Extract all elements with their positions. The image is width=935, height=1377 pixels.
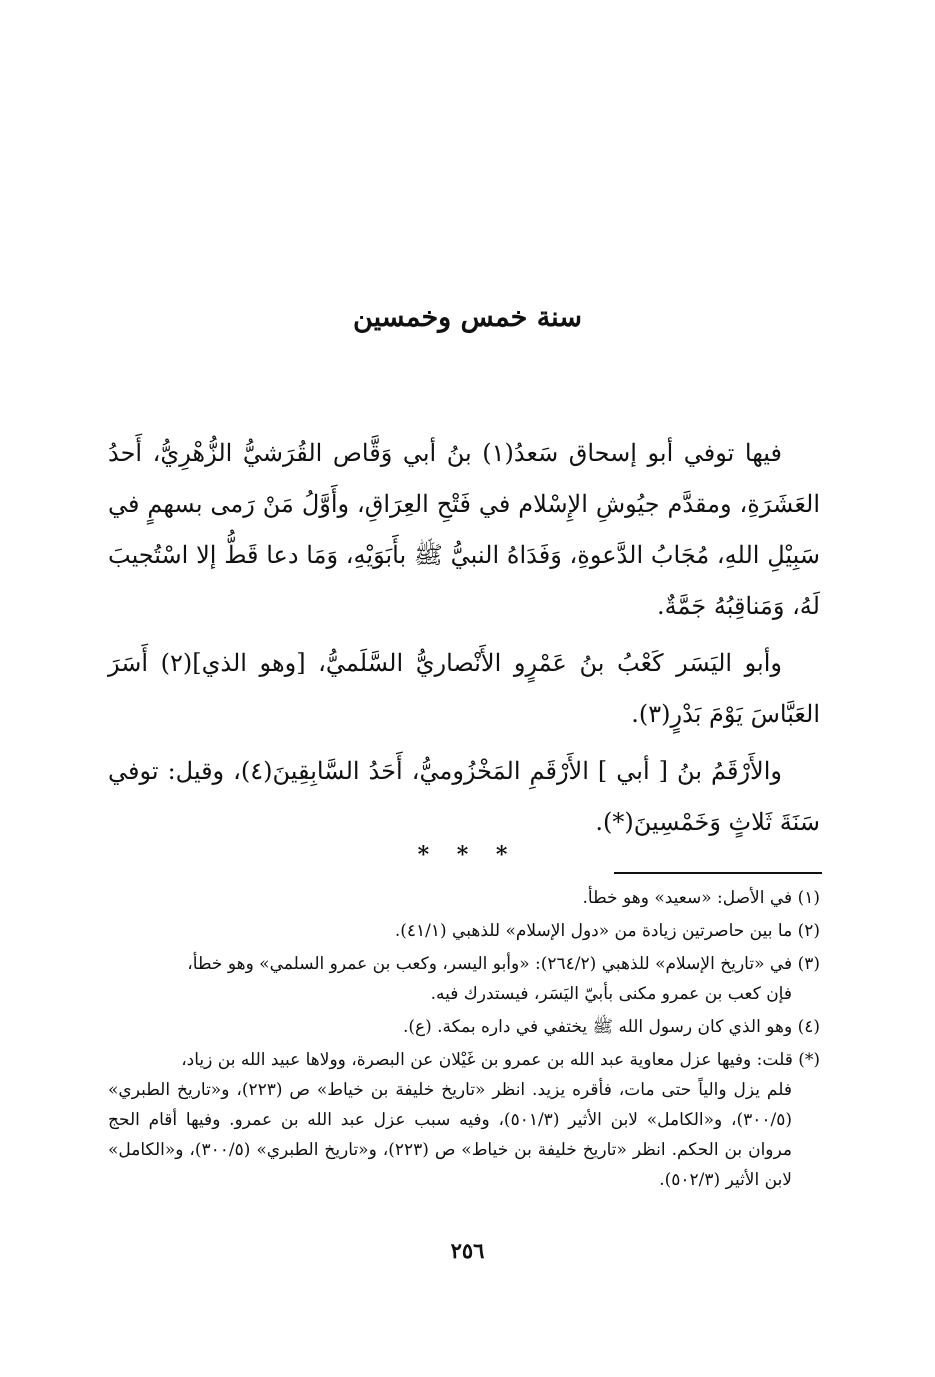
footnote-text: (*) قلت: وفيها عزل معاوية عبد الله بن عمرو بن غَيْلان عن البصرة، وولاها عبيد الله بن زياد،: [181, 1050, 820, 1070]
footnotes: [108, 880, 820, 1198]
main-text: [108, 428, 820, 854]
footnote-rule: [614, 872, 822, 874]
footnote-3: [108, 949, 820, 1009]
paragraph-3: والأَرْقَمُ بنُ [ أبي ] الأَرْقَمِ المَخْزُوميُّ، أَحَدُ السَّابِقِينَ(٤)، وقيل: توفي سَنَةَ ثَلاثٍ وَخَمْسِينَ(*).: [108, 757, 820, 836]
footnote-continuation: فإن كعب بن عمرو مكنى بأبيّ اليَسَر، فيستدرك فيه.: [430, 984, 792, 1004]
footnote-text: (٣) في «تاريخ الإسلام» للذهبي (٢٦٤/٢): «وأبو اليسر، وكعب بن عمرو السلمي» وهو خطأ،: [187, 954, 820, 974]
page-number: ٢٥٦: [450, 1238, 485, 1263]
footnote-text: (٢) ما بين حاصرتين زيادة من «دول الإسلام» للذهبي (٤١/١).: [394, 921, 820, 941]
section-separator: * * *: [417, 842, 518, 868]
chapter-title: سنة خمس وخمسين: [353, 302, 582, 333]
footnote-1: [108, 883, 820, 913]
paragraph-1: فيها توفي أبو إسحاق سَعدُ(١) بنُ أبي وَقَّاص القُرَشيُّ الزُّهْرِيُّ، أَحدُ العَشَرَةِ، ومقدَّم جيُوشِ الإِسْلام في فَتْحِ العِرَاقِ، وأَوَّلُ مَنْ رَمى بسهمٍ في سَبِيْلِ اللهِ، مُجَابُ الدَّعوةِ، وَفَدَاهُ النبيُّ ﷺ بأَبَوَيْهِ، وَمَا دعا قَطُّ إلا اسْتُجيبَ لَهُ، وَمَناقِبُهُ جَمَّةٌ.: [108, 439, 820, 620]
footnote-2: [108, 916, 820, 946]
footnote-continuation: فلم يزل والياً حتى مات، فأقره يزيد. انظر «تاريخ خليفة بن خياط» ص (٢٢٣)، و«تاريخ الطبري» (٣٠٠/٥)، و«الكامل» لابن الأثير (٥٠١/٣)، وفيه سبب عزل عبد الله بن عمرو. وفيها أقام الحج مروان بن الحكم. انظر «تاريخ خليفة بن خياط» ص (٢٢٣)، و«تاريخ الطبري» (٣٠٠/٥)، و«الكامل» لابن الأثير (٥٠٢/٣).: [108, 1080, 792, 1190]
footnote-5: [108, 1045, 820, 1195]
footnote-text: (٤) وهو الذي كان رسول الله ﷺ يختفي في داره بمكة. (ع).: [402, 1017, 820, 1037]
footnote-4: [108, 1012, 820, 1042]
footnote-text: (١) في الأصل: «سعيد» وهو خطأ.: [582, 888, 820, 908]
paragraph-2: وأبو اليَسَر كَعْبُ بنُ عَمْرٍو الأَنْصاريُّ السَّلَميُّ، [وهو الذي](٢) أَسَرَ العَبَّاسَ يَوْمَ بَدْرٍ(٣).: [108, 649, 820, 728]
